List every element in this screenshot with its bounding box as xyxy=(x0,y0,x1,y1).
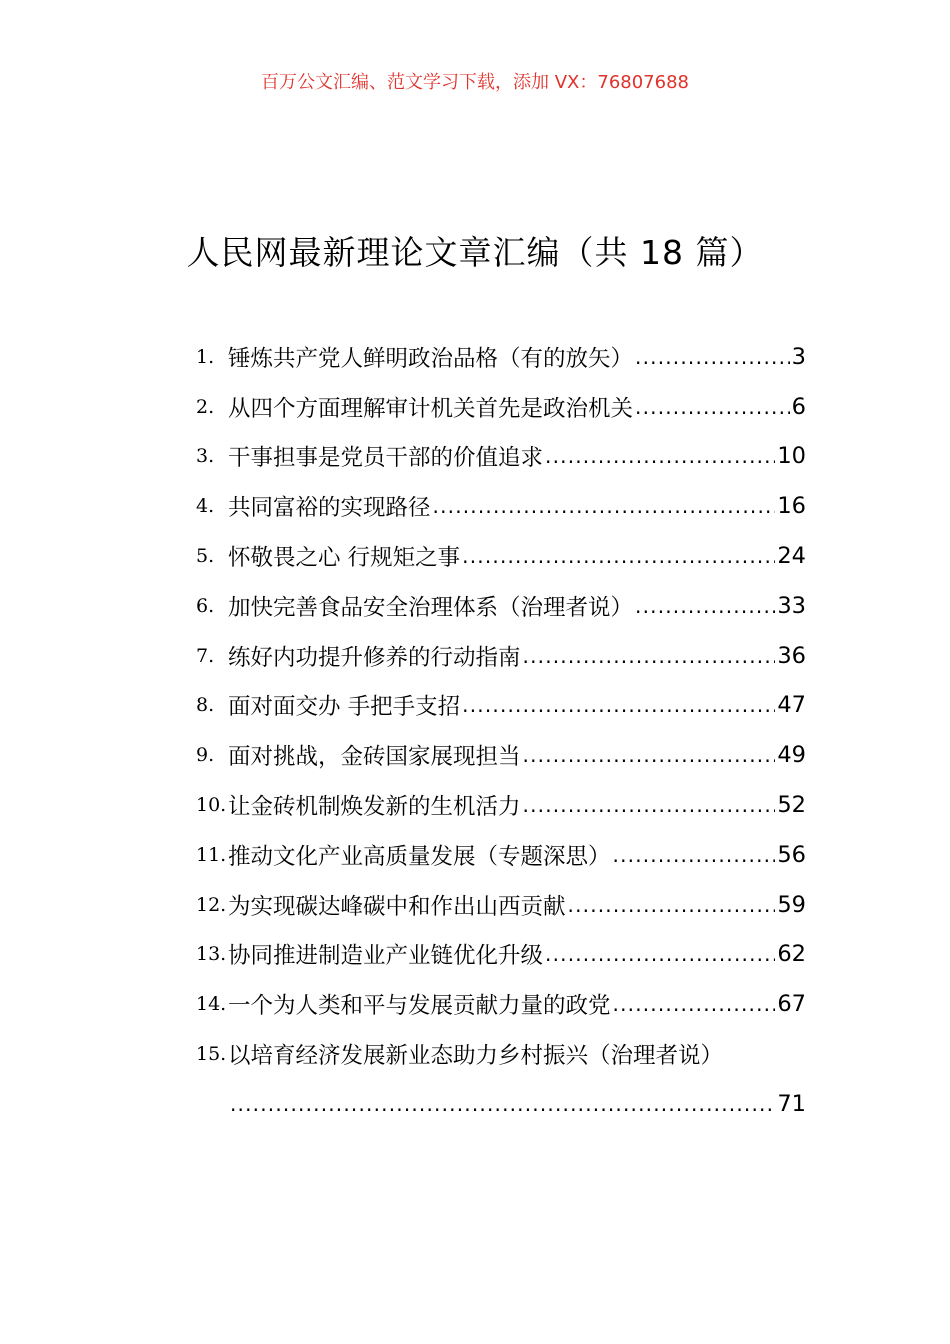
header-note: 百万公文汇编、范文学习下载，添加 VX：76807688 xyxy=(261,72,689,93)
toc-entry-title: 锤炼共产党人鲜明政治品格（有的放矢） xyxy=(228,345,634,372)
toc-entry[interactable] xyxy=(196,432,806,482)
toc-entry-title: 加快完善食品安全治理体系（治理者说） xyxy=(228,594,634,621)
toc-leader-dots xyxy=(523,743,776,767)
toc-entry-title: 协同推进制造业产业链优化升级 xyxy=(228,943,544,970)
toc-entry[interactable] xyxy=(196,830,806,880)
toc-entry-number: 14. xyxy=(196,993,227,1016)
toc-leader-dots xyxy=(613,843,776,867)
toc-leader-dots xyxy=(462,544,775,568)
toc-entry-page: 59 xyxy=(777,891,806,918)
toc-entry-title: 干事担事是党员干部的价值追求 xyxy=(228,445,544,472)
toc-entry-page: 10 xyxy=(777,443,806,470)
toc-entry-page: 6 xyxy=(791,393,806,420)
toc-entry-page: 36 xyxy=(777,642,806,669)
toc-entry-number: 10. xyxy=(196,794,227,817)
toc-leader-dots xyxy=(635,594,775,618)
toc-leader-dots xyxy=(635,395,790,419)
toc-entry-page: 56 xyxy=(777,841,806,868)
toc-entry-page: 3 xyxy=(791,343,806,370)
toc-entry[interactable] xyxy=(196,382,806,432)
toc-entry-number: 13. xyxy=(196,943,227,966)
toc-entry-page: 49 xyxy=(777,742,806,769)
toc-entry-title: 让金砖机制焕发新的生机活力 xyxy=(228,794,521,821)
toc-entry-title: 以培育经济发展新业态助力乡村振兴（治理者说） xyxy=(228,1043,724,1070)
toc-entry-number: 7. xyxy=(196,644,215,667)
toc-entry-title: 一个为人类和平与发展贡献力量的政党 xyxy=(228,993,611,1020)
toc-entry[interactable] xyxy=(196,681,806,731)
toc-leader-dots xyxy=(230,1092,775,1116)
toc-leader-dots xyxy=(433,494,776,518)
toc-entry-number: 9. xyxy=(196,744,215,767)
toc-entry[interactable] xyxy=(196,780,806,830)
toc-entry[interactable] xyxy=(196,1029,806,1079)
toc-leader-dots xyxy=(462,693,775,717)
toc-entry[interactable] xyxy=(196,481,806,531)
toc-entry-number: 15. xyxy=(196,1043,227,1066)
toc-leader-dots xyxy=(545,444,775,468)
toc-leader-dots xyxy=(635,345,790,369)
toc-entry[interactable] xyxy=(196,979,806,1029)
toc-entry[interactable] xyxy=(196,631,806,681)
toc-entry-page: 33 xyxy=(777,592,806,619)
toc-entry-page: 24 xyxy=(777,543,806,570)
toc-leader-dots xyxy=(545,942,775,966)
toc-entry-page: 52 xyxy=(777,792,806,819)
toc-leader-dots xyxy=(613,992,776,1016)
toc-entry[interactable] xyxy=(196,880,806,930)
toc-leader-dots xyxy=(523,793,776,817)
toc-entry-title: 为实现碳达峰碳中和作出山西贡献 xyxy=(228,893,566,920)
toc-entry-number: 12. xyxy=(196,893,227,916)
toc-entry[interactable] xyxy=(196,531,806,581)
toc-leader-dots xyxy=(523,644,776,668)
toc-entry-number: 2. xyxy=(196,395,215,418)
toc-entry[interactable] xyxy=(196,332,806,382)
document-title: 人民网最新理论文章汇编（共 18 篇） xyxy=(186,233,764,272)
toc-entry-page: 67 xyxy=(777,991,806,1018)
toc-entry-continuation[interactable] xyxy=(196,1079,806,1129)
toc-entry-title: 练好内功提升修养的行动指南 xyxy=(228,644,521,671)
toc-entry-number: 3. xyxy=(196,445,215,468)
table-of-contents xyxy=(196,332,806,1129)
toc-entry-number: 8. xyxy=(196,694,215,717)
toc-entry-title: 从四个方面理解审计机关首先是政治机关 xyxy=(228,395,634,422)
toc-entry-number: 6. xyxy=(196,594,215,617)
toc-entry-number: 5. xyxy=(196,545,215,568)
toc-entry-title: 共同富裕的实现路径 xyxy=(228,495,431,522)
toc-entry[interactable] xyxy=(196,730,806,780)
toc-entry-title: 面对面交办 手把手支招 xyxy=(228,694,461,721)
toc-leader-dots xyxy=(568,893,776,917)
toc-entry-title: 怀敬畏之心 行规矩之事 xyxy=(228,545,461,572)
toc-entry-number: 11. xyxy=(196,843,227,866)
toc-entry-number: 4. xyxy=(196,495,215,518)
toc-entry-page: 16 xyxy=(777,493,806,520)
toc-entry-title: 推动文化产业高质量发展（专题深思） xyxy=(228,843,611,870)
toc-entry-number: 1. xyxy=(196,345,215,368)
toc-entry-page: 47 xyxy=(777,692,806,719)
toc-entry-title: 面对挑战，金砖国家展现担当 xyxy=(228,744,521,771)
toc-entry-page: 62 xyxy=(777,941,806,968)
toc-entry[interactable] xyxy=(196,930,806,980)
toc-entry[interactable] xyxy=(196,581,806,631)
toc-entry-page: 71 xyxy=(777,1090,806,1117)
